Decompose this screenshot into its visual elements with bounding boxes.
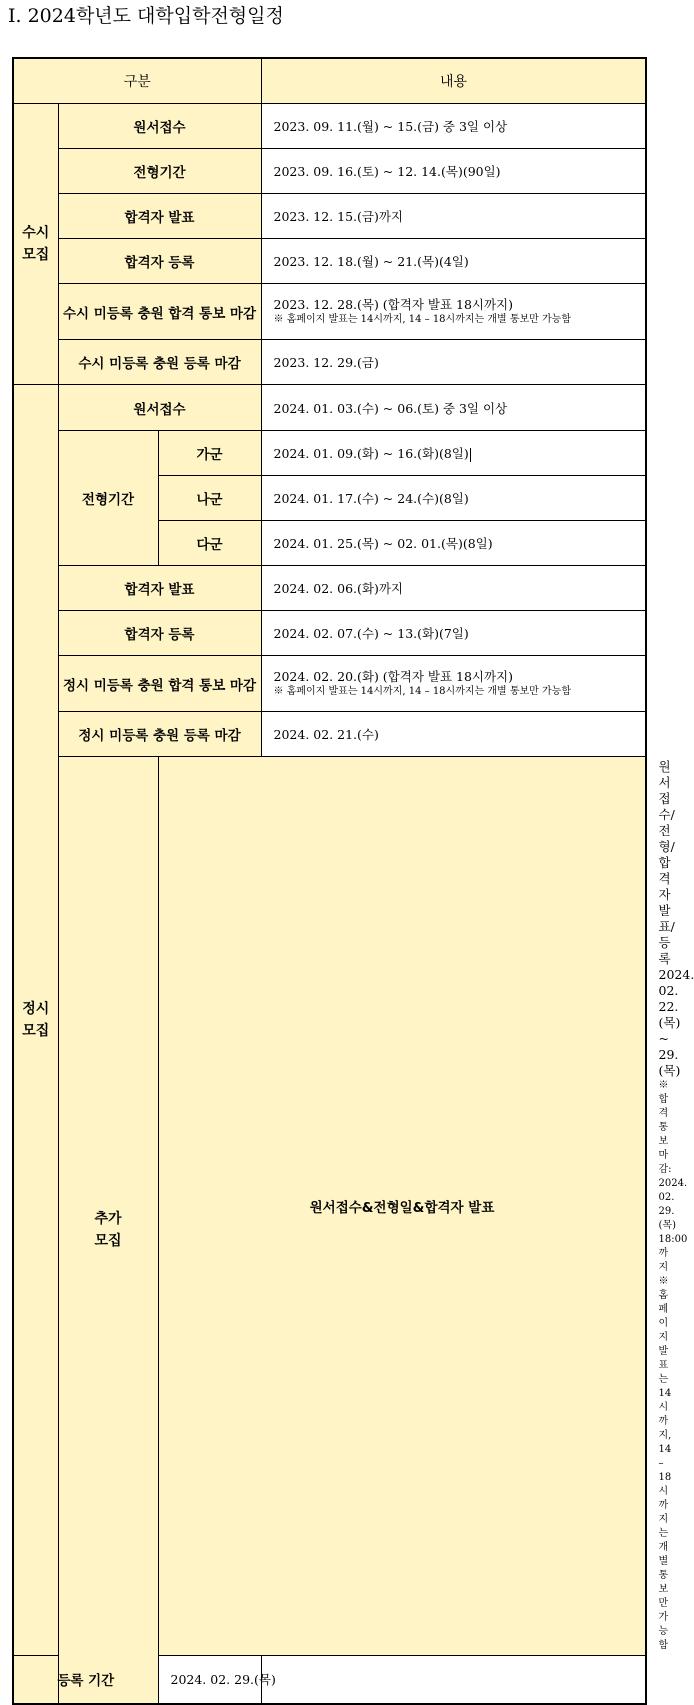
- table-row: [13, 431, 646, 476]
- table-row: [13, 385, 646, 431]
- row-item: 수시 미등록 충원 합격 통보 마감: [58, 284, 261, 340]
- row-item: 등록 기간: [13, 1656, 158, 1704]
- row-content: 2024. 01. 09.(화) ~ 16.(화)(8일): [261, 431, 646, 476]
- row-content: 2024. 01. 03.(수) ~ 06.(토) 중 3일 이상: [261, 385, 646, 431]
- row-item: 정시 미등록 충원 합격 통보 마감: [58, 656, 261, 712]
- content-main: 2024. 02. 20.(화) (합격자 발표 18시까지): [273, 668, 514, 684]
- table-row: [13, 194, 646, 239]
- table-header-row: [13, 58, 646, 104]
- page-title: I. 2024학년도 대학입학전형일정: [8, 5, 284, 27]
- row-item: 합격자 등록: [58, 239, 261, 284]
- row-item-period: 전형기간: [58, 431, 158, 566]
- header-category: 구분: [13, 58, 261, 104]
- row-item: 원서접수: [58, 385, 261, 431]
- table-row: [13, 566, 646, 611]
- row-content: 2024. 01. 17.(수) ~ 24.(수)(8일): [261, 476, 646, 521]
- content-note: ※ 홈페이지 발표는 14시까지, 14 – 18시까지는 개별 통보만 가능함: [273, 313, 571, 325]
- content-main: 2023. 12. 28.(목) (합격자 발표 18시까지): [273, 296, 514, 312]
- row-content: 2024. 01. 25.(목) ~ 02. 01.(목)(8일): [261, 521, 646, 566]
- category-susi: 수시 모집: [13, 104, 58, 385]
- row-content: 2023. 12. 15.(금)까지: [261, 194, 646, 239]
- row-content: 2023. 09. 11.(월) ~ 15.(금) 중 3일 이상: [261, 104, 646, 149]
- row-content: 2024. 02. 21.(수): [261, 712, 646, 757]
- category-chuga: 추가 모집: [58, 757, 158, 1704]
- row-item: 원서접수: [58, 104, 261, 149]
- row-content: 2023. 12. 29.(금): [261, 340, 646, 385]
- row-item: 합격자 발표: [58, 194, 261, 239]
- header-content: 내용: [261, 58, 646, 104]
- table-row: [13, 239, 646, 284]
- row-content: [261, 656, 646, 712]
- table-row: 추가 모집 원서접수&전형일&합격자 발표 원서 접수/전형/합격자 발표/등록 2024. 02. 22.(목) ~ 29.(목) ※ 합격통보마감: 2024. 02. 29.(목) 18:00까지 ※ 홈페이지 발표는 14시까지, 14 – 18시까지는 개별 통보만 가능함: [13, 757, 646, 1656]
- row-content: 2023. 09. 16.(토) ~ 12. 14.(목)(90일): [261, 149, 646, 194]
- row-item: 원서접수&전형일&합격자 발표: [158, 757, 646, 1656]
- table-row: [13, 656, 646, 712]
- category-jeongsi: 정시 모집: [13, 385, 58, 1656]
- row-content: 2023. 12. 18.(월) ~ 21.(목)(4일): [261, 239, 646, 284]
- row-content: [261, 284, 646, 340]
- row-content: 2024. 02. 07.(수) ~ 13.(화)(7일): [261, 611, 646, 656]
- row-content: 2024. 02. 29.(목): [158, 1656, 261, 1704]
- group-name: 나군: [158, 476, 261, 521]
- group-name: 가군: [158, 431, 261, 476]
- table-row: [13, 340, 646, 385]
- row-content: 2024. 02. 06.(화)까지: [261, 566, 646, 611]
- table-row: [13, 712, 646, 757]
- admission-schedule-table: [12, 57, 694, 1705]
- table-row: [13, 149, 646, 194]
- row-item: 전형기간: [58, 149, 261, 194]
- table-row: [13, 1656, 646, 1704]
- group-name: 다군: [158, 521, 261, 566]
- row-item: 정시 미등록 충원 등록 마감: [58, 712, 261, 757]
- text-cursor: [470, 448, 472, 462]
- table-row: [13, 611, 646, 656]
- table-row: [13, 104, 646, 149]
- row-item: 수시 미등록 충원 등록 마감: [58, 340, 261, 385]
- row-item: 합격자 등록: [58, 611, 261, 656]
- content-note: ※ 홈페이지 발표는 14시까지, 14 – 18시까지는 개별 통보만 가능함: [273, 685, 571, 697]
- row-item: 합격자 발표: [58, 566, 261, 611]
- table-row: [13, 284, 646, 340]
